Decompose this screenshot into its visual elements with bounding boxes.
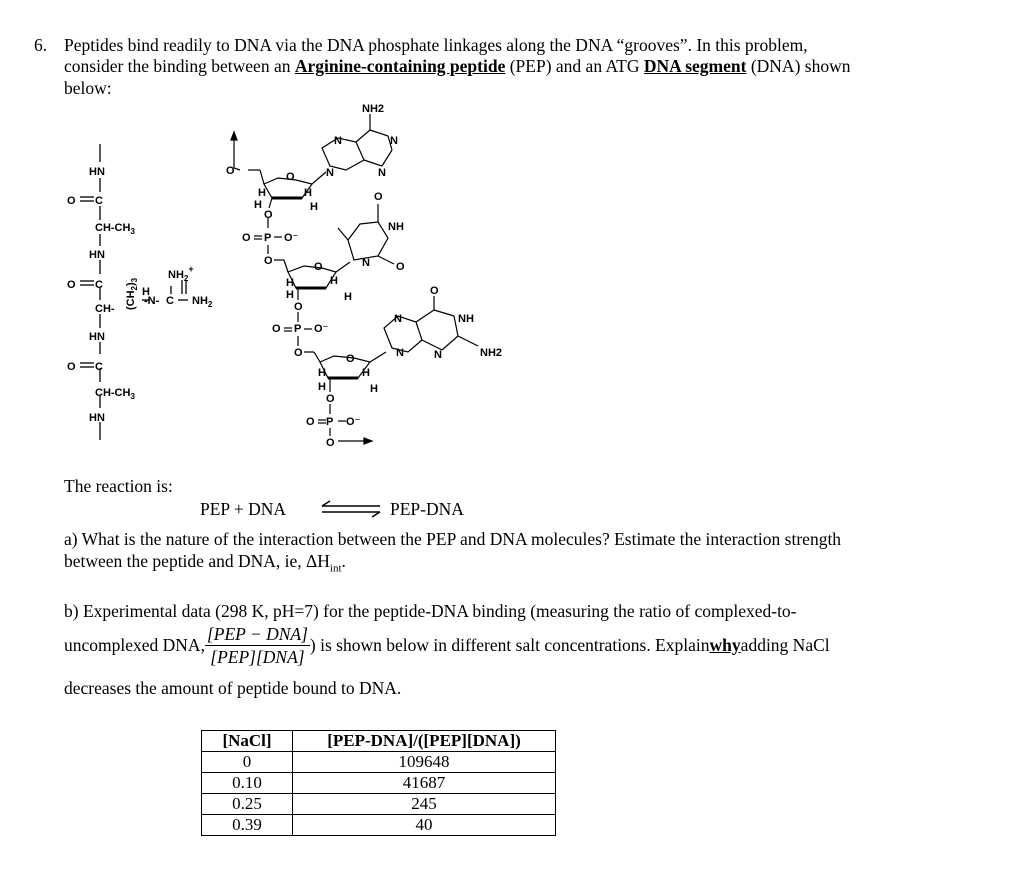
table-row xyxy=(202,773,556,794)
dna-h: H xyxy=(254,199,262,211)
dna-h: H xyxy=(286,289,294,301)
dna-n: N xyxy=(334,135,342,147)
table-header-row xyxy=(202,731,556,752)
peptide-o-2: O xyxy=(67,279,76,291)
sub: 2 xyxy=(207,300,213,309)
reaction-left: PEP + DNA xyxy=(200,499,287,519)
intro-text: (PEP) and an ATG xyxy=(505,56,644,76)
ratio-fraction xyxy=(205,623,310,668)
intro-line-1: Peptides bind readily to DNA via the DNA phosphate linkages along the DNA “grooves”. In this problem, xyxy=(64,35,808,55)
part-a-sub: int xyxy=(329,562,342,575)
dna-o: O xyxy=(346,353,355,365)
intro-text: (DNA) shown xyxy=(746,56,851,76)
dna-p: P xyxy=(294,323,302,335)
peptide-nh2-plus xyxy=(168,264,194,283)
dna-h: H xyxy=(370,383,378,395)
peptide-c-1: C xyxy=(95,195,103,207)
table-cell: 0.10 xyxy=(202,773,293,794)
equilibrium-arrow-icon xyxy=(318,498,384,520)
table-cell: 0.25 xyxy=(202,794,293,815)
table-row xyxy=(202,752,556,773)
fraction-denominator: [PEP][DNA] xyxy=(210,646,305,667)
peptide-o-3: O xyxy=(67,361,76,373)
ch2-close: ) xyxy=(125,282,137,286)
dna-n: N xyxy=(390,135,398,147)
dna-n: N xyxy=(396,347,404,359)
dna-o: O xyxy=(272,323,281,335)
table-row xyxy=(202,794,556,815)
dna-o: O xyxy=(242,232,251,244)
dna-nh: NH xyxy=(458,313,474,325)
nacl-data-table xyxy=(201,730,556,836)
ch-ch3: CH-CH xyxy=(95,387,131,399)
peptide-h: H xyxy=(142,286,150,298)
reaction-right: PEP-DNA xyxy=(390,499,464,519)
dna-o: O xyxy=(306,416,315,428)
peptide-hn-4: HN xyxy=(89,412,105,424)
table-cell: 40 xyxy=(293,815,556,836)
part-a-text: between the peptide and DNA, ie, ΔH xyxy=(64,551,330,571)
peptide-o-1: O xyxy=(67,195,76,207)
dna-o-minus: O⁻ xyxy=(314,323,329,335)
question-number: 6. xyxy=(34,35,48,55)
peptide-hn-3: HN xyxy=(89,331,105,343)
peptide-c-guan: C xyxy=(166,295,174,307)
dna-h: H xyxy=(344,291,352,303)
table-cell: 0.39 xyxy=(202,815,293,836)
nh: NH xyxy=(168,269,184,281)
sub: 3 xyxy=(130,277,139,283)
peptide-nh2 xyxy=(192,295,213,309)
dna-o: O xyxy=(314,261,323,273)
dna-h: H xyxy=(304,187,312,199)
column-header: [PEP-DNA]/([PEP][DNA]) xyxy=(293,731,556,752)
peptide-n: -N- xyxy=(144,295,160,307)
peptide-hn-2: HN xyxy=(89,249,105,261)
dna-o: O xyxy=(264,209,273,221)
table-cell: 41687 xyxy=(293,773,556,794)
dna-h: H xyxy=(362,367,370,379)
intro-text: consider the binding between an xyxy=(64,56,295,76)
dna-h: H xyxy=(258,187,266,199)
intro-line-3: below: xyxy=(64,78,112,98)
dna-n: N xyxy=(326,167,334,179)
dna-o-minus: O⁻ xyxy=(284,232,299,244)
part-b-line-2 xyxy=(64,621,830,669)
peptide-term: Arginine-containing peptide xyxy=(294,56,506,76)
reaction-label: The reaction is: xyxy=(64,476,173,496)
dna-o-minus: O⁻ xyxy=(346,416,361,428)
dna-h: H xyxy=(286,277,294,289)
dna-h: H xyxy=(310,201,318,213)
dna-o: O xyxy=(264,255,273,267)
intro-line-2 xyxy=(64,55,850,77)
sub: 3 xyxy=(130,227,135,236)
column-header: [NaCl] xyxy=(202,731,293,752)
dna-nh: NH xyxy=(388,221,404,233)
part-b-text: ) is shown below in different salt concentrations. Explain xyxy=(309,634,710,655)
dna-p: P xyxy=(264,232,272,244)
peptide-c-2: C xyxy=(95,279,103,291)
dna-structure xyxy=(222,100,542,460)
dna-n: N xyxy=(362,257,370,269)
dna-n: N xyxy=(378,167,386,179)
ch-ch3: CH-CH xyxy=(95,222,131,234)
dna-h: H xyxy=(330,275,338,287)
dna-o: O xyxy=(294,347,303,359)
dna-nh2-top: NH2 xyxy=(362,103,385,115)
part-a-line-1: a) What is the nature of the interaction between the PEP and DNA molecules? Estimate the interaction strength xyxy=(64,529,842,549)
dna-o: O xyxy=(294,301,303,313)
peptide-ch-2: CH- xyxy=(95,303,115,315)
sub: 2 xyxy=(130,285,139,291)
dna-o: O xyxy=(374,191,383,203)
table-cell: 109648 xyxy=(293,752,556,773)
dna-nh2-g: NH2 xyxy=(480,347,503,359)
dna-o: O xyxy=(226,165,235,177)
dna-o: O xyxy=(430,285,439,297)
fraction-numerator: [PEP − DNA] xyxy=(206,623,308,644)
dna-p: P xyxy=(326,416,334,428)
dna-n: N xyxy=(394,313,402,325)
part-b-text: adding NaCl xyxy=(740,634,830,655)
part-b-line-1: b) Experimental data (298 K, pH=7) for the peptide-DNA binding (measuring the ratio of complexed-to- xyxy=(64,601,797,621)
dna-o: O xyxy=(326,437,335,449)
peptide-ch-ch3-1 xyxy=(95,222,135,236)
sub: 3 xyxy=(130,392,135,401)
table-cell: 0 xyxy=(202,752,293,773)
peptide-ch-ch3-3 xyxy=(95,387,135,401)
dna-h: H xyxy=(318,367,326,379)
ch2-open: (CH xyxy=(125,290,137,310)
sup: + xyxy=(188,264,194,274)
peptide-c-3: C xyxy=(95,361,103,373)
why-term: why xyxy=(709,634,741,655)
dna-term: DNA segment xyxy=(643,56,747,76)
dna-o: O xyxy=(326,393,335,405)
table-row xyxy=(202,815,556,836)
table-cell: 245 xyxy=(293,794,556,815)
dna-o: O xyxy=(286,171,295,183)
dna-h: H xyxy=(318,381,326,393)
nh: NH xyxy=(192,295,208,307)
peptide-ch2-3 xyxy=(125,277,139,310)
part-a-text: . xyxy=(341,551,346,571)
part-b-line-3: decreases the amount of peptide bound to DNA. xyxy=(64,678,402,698)
part-b-text: uncomplexed DNA, xyxy=(64,634,205,655)
peptide-hn-1: HN xyxy=(89,166,105,178)
dna-o: O xyxy=(396,261,405,273)
dna-n: N xyxy=(434,349,442,361)
part-a-line-2 xyxy=(64,550,346,580)
sub: 2 xyxy=(183,274,189,283)
